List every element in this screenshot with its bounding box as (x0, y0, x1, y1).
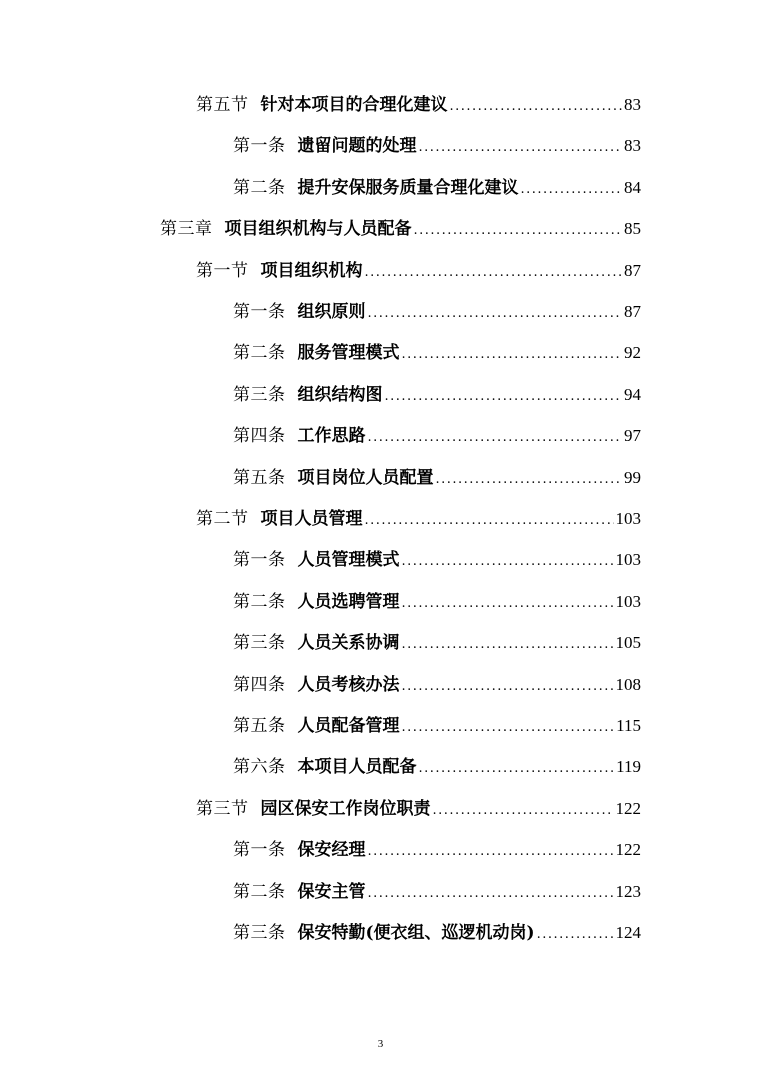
toc-entry-title: 工作思路 (297, 426, 366, 447)
toc-entry[interactable] (196, 256, 641, 286)
dot-leader (365, 258, 623, 288)
dot-leader (368, 879, 614, 909)
dot-leader (402, 713, 615, 743)
dot-leader (521, 175, 623, 205)
toc-entry-page: 87 (624, 260, 641, 280)
toc-entry[interactable] (233, 463, 641, 493)
toc-entry-page: 94 (624, 384, 641, 404)
toc-entry-title: 园区保安工作岗位职责 (260, 798, 431, 819)
dot-leader (365, 506, 614, 536)
toc-entry-title: 组织结构图 (297, 384, 383, 405)
toc-entry-title: 人员选聘管理 (297, 591, 400, 612)
toc-entry-label: 第二节 (196, 509, 249, 529)
dot-leader (368, 837, 614, 867)
dot-leader (402, 589, 614, 619)
toc-entry-label: 第三条 (233, 633, 286, 654)
toc-entry[interactable] (233, 670, 641, 700)
table-of-contents (0, 90, 761, 960)
toc-entry-title: 人员配备管理 (297, 716, 400, 736)
toc-entry-page: 103 (615, 509, 641, 528)
toc-entry[interactable] (233, 421, 641, 451)
toc-entry-page: 124 (615, 923, 641, 942)
toc-entry-title: 针对本项目的合理化建议 (260, 95, 448, 115)
toc-entry-title: 服务管理模式 (297, 343, 400, 364)
toc-entry-page: 119 (616, 757, 641, 777)
toc-entry[interactable] (233, 628, 641, 658)
dot-leader (385, 382, 623, 412)
dot-leader (419, 754, 615, 784)
toc-entry-page: 92 (624, 343, 641, 363)
toc-entry[interactable] (233, 380, 641, 410)
toc-entry-page: 97 (624, 426, 641, 446)
dot-leader (402, 340, 623, 370)
toc-entry-label: 第一条 (233, 136, 286, 157)
toc-entry-title: 人员管理模式 (297, 550, 400, 571)
toc-entry-title: 本项目人员配备 (297, 757, 417, 778)
dot-leader (402, 630, 614, 660)
toc-entry-title: 项目组织机构 (260, 260, 363, 281)
dot-leader (450, 92, 623, 122)
dot-leader (414, 216, 623, 246)
toc-entry-page: 122 (615, 840, 641, 860)
toc-entry-title: 人员考核办法 (297, 674, 400, 695)
toc-entry-page: 87 (624, 302, 641, 321)
toc-entry-title: 人员关系协调 (297, 633, 400, 654)
toc-entry[interactable] (233, 752, 641, 782)
toc-entry-title: 保安经理 (297, 840, 366, 861)
toc-entry-title: 遗留问题的处理 (297, 136, 417, 157)
toc-entry[interactable] (233, 918, 641, 948)
toc-entry-page: 123 (615, 881, 641, 901)
toc-entry[interactable] (196, 504, 641, 534)
toc-entry-label: 第三节 (196, 798, 249, 819)
toc-entry-page: 83 (624, 136, 641, 156)
toc-entry[interactable] (233, 338, 641, 368)
toc-entry[interactable] (233, 587, 641, 617)
toc-entry-label: 第二条 (233, 881, 286, 902)
toc-entry-label: 第二条 (233, 591, 286, 612)
toc-entry-label: 第六条 (233, 757, 286, 778)
toc-entry[interactable] (233, 711, 641, 741)
toc-entry-page: 115 (616, 716, 641, 735)
toc-entry-page: 105 (615, 633, 641, 653)
toc-entry[interactable] (196, 794, 641, 824)
dot-leader (368, 423, 623, 453)
dot-leader (537, 920, 614, 950)
toc-entry[interactable] (233, 131, 641, 161)
toc-entry-label: 第五节 (196, 95, 249, 115)
toc-entry-title: 项目人员管理 (260, 509, 363, 529)
toc-entry-title: 项目岗位人员配置 (297, 467, 434, 488)
toc-entry-label: 第一条 (233, 840, 286, 861)
dot-leader (419, 133, 623, 163)
dot-leader (402, 672, 614, 702)
toc-entry-label: 第一条 (233, 302, 286, 322)
toc-entry-label: 第三章 (160, 219, 213, 240)
dot-leader (402, 547, 614, 577)
page-number: 3 (377, 1038, 384, 1050)
toc-entry-page: 103 (615, 550, 641, 570)
toc-entry-label: 第五条 (233, 716, 286, 736)
toc-entry-page: 103 (615, 591, 641, 611)
toc-entry[interactable] (196, 90, 641, 120)
toc-entry-label: 第三条 (233, 384, 286, 405)
toc-entry-title: 保安主管 (297, 881, 366, 902)
toc-entry-label: 第一条 (233, 550, 286, 571)
toc-entry-title: 提升安保服务质量合理化建议 (297, 177, 519, 198)
toc-entry-title: 组织原则 (297, 302, 366, 322)
toc-entry-label: 第五条 (233, 467, 286, 488)
toc-entry[interactable] (233, 173, 641, 203)
toc-entry-label: 第三条 (233, 923, 286, 943)
toc-entry[interactable] (233, 835, 641, 865)
toc-entry[interactable] (233, 545, 641, 575)
toc-entry-page: 108 (615, 674, 641, 694)
toc-entry-page: 85 (624, 219, 641, 239)
toc-entry-label: 第二条 (233, 343, 286, 364)
toc-entry-page: 84 (624, 177, 641, 197)
dot-leader (433, 796, 614, 826)
toc-entry[interactable] (160, 214, 641, 244)
toc-entry-page: 122 (615, 798, 641, 818)
toc-entry-page: 99 (624, 467, 641, 487)
toc-entry-label: 第二条 (233, 177, 286, 198)
toc-entry-title: 项目组织机构与人员配备 (224, 219, 412, 240)
toc-entry-label: 第四条 (233, 426, 286, 447)
dot-leader (436, 465, 623, 495)
toc-entry-label: 第一节 (196, 260, 249, 281)
toc-entry-page: 83 (624, 95, 641, 114)
toc-entry-label: 第四条 (233, 674, 286, 695)
dot-leader (368, 299, 623, 329)
toc-entry-title: 保安特勤(便衣组、巡逻机动岗) (297, 923, 535, 943)
toc-entry[interactable] (233, 297, 641, 327)
toc-entry[interactable] (233, 877, 641, 907)
